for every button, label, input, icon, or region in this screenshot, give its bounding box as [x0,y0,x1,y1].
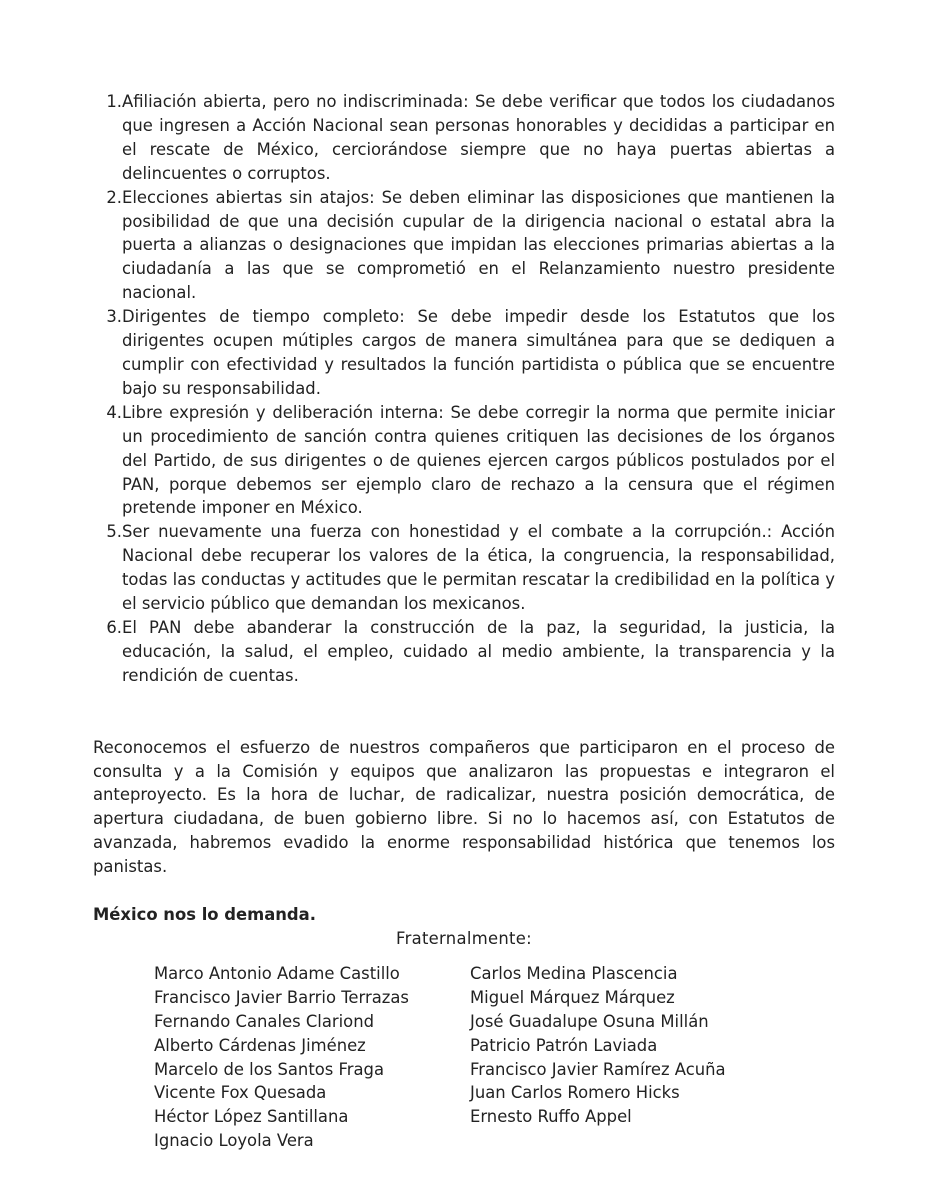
salutation: Fraternalmente: [396,929,532,948]
proposal-item [93,90,835,186]
proposal-text: Elecciones abiertas sin atajos: Se deben eliminar las disposiciones que mantienen la posibilidad de que una decisión cupular de la dirigencia nacional o estatal abra la puerta a alianzas o designaciones que impidan las elecciones primarias abiertas a la ciudadanía a las que se comprometió en el Relanzamiento nuestro presidente nacional. [122,187,835,303]
proposal-item [93,186,835,306]
proposal-number: 3. [106,307,122,327]
signatory-column-right [470,962,726,1153]
signatory-name: Miguel Márquez Márquez [470,987,675,1007]
signatory-name: Juan Carlos Romero Hicks [470,1083,680,1103]
signatory-name: Francisco Javier Ramírez Acuña [470,1059,726,1079]
proposal-number: 6. [106,617,122,637]
proposal-text: Ser nuevamente una fuerza con honestidad y el combate a la corrupción.: Acción Nacional debe recuperar los valores de la ética, la congruencia, la responsabilidad, todas las conductas y actitudes que le permitan rescatar la credibilidad en la política y el servicio público que demandan los mexicanos. [122,522,835,614]
signatory-name: Héctor López Santillana [154,1107,349,1127]
proposal-text: El PAN debe abanderar la construcción de la paz, la seguridad, la justicia, la educación, la salud, el empleo, cuidado al medio ambiente, la transparencia y la rendición de cuentas. [122,617,835,685]
proposal-list [93,90,835,688]
signatory-name: Marco Antonio Adame Castillo [154,963,400,983]
signatory-name: Ernesto Ruffo Appel [470,1107,632,1127]
proposal-number: 5. [106,522,122,542]
closing-paragraph: Reconocemos el esfuerzo de nuestros compañeros que participaron en el proceso de consulta y a la Comisión y equipos que analizaron las propuestas e integraron el anteproyecto. Es la hora de luchar, de radicalizar, nuestra posición democrática, de apertura ciudadana, de buen gobierno libre. Si no lo hacemos así, con Estatutos de avanzada, habremos evadido la enorme responsabilidad histórica que tenemos los panistas. [93,737,835,877]
proposal-text: Libre expresión y deliberación interna: Se debe corregir la norma que permite iniciar un procedimiento de sanción contra quienes critiquen las decisiones de los órganos del Partido, de sus dirigentes o de quienes ejercen cargos públicos postulados por el PAN, porque debemos ser ejemplo claro de rechazo a la censura que el régimen pretende imponer en México. [122,402,835,518]
signatory-column-left [154,962,470,1153]
proposal-item [93,305,835,401]
proposal-item [93,401,835,521]
signatory-name: Carlos Medina Plascencia [470,963,678,983]
proposal-item [93,616,835,688]
document-page [93,90,835,1153]
proposal-number: 2. [106,187,122,207]
proposal-number: 1. [106,92,122,111]
demand-line: México nos lo demanda. [93,905,316,925]
proposal-number: 4. [106,402,122,422]
signatory-name: Marcelo de los Santos Fraga [154,1059,384,1079]
signatory-name: Francisco Javier Barrio Terrazas [154,987,409,1007]
proposal-item [93,520,835,616]
signatory-name: Alberto Cárdenas Jiménez [154,1035,366,1055]
proposal-text: Afiliación abierta, pero no indiscriminada: Se debe verificar que todos los ciudadanos que ingresen a Acción Nacional sean personas honorables y decididas a participar en el rescate de México, cerciorándose siempre que no haya puertas abiertas a delincuentes o corruptos. [122,92,835,183]
signatory-name: Vicente Fox Quesada [154,1083,327,1103]
signatory-name: Patricio Patrón Laviada [470,1035,658,1055]
signatory-name: José Guadalupe Osuna Millán [470,1011,709,1031]
signatory-list [154,962,835,1153]
signatory-name: Fernando Canales Clariond [154,1011,374,1031]
signatory-name: Ignacio Loyola Vera [154,1131,314,1151]
proposal-text: Dirigentes de tiempo completo: Se debe impedir desde los Estatutos que los dirigentes ocupen mútiples cargos de manera simultánea para que se dediquen a cumplir con efectividad y resultados la función partidista o pública que se encuentre bajo su responsabilidad. [122,307,835,398]
